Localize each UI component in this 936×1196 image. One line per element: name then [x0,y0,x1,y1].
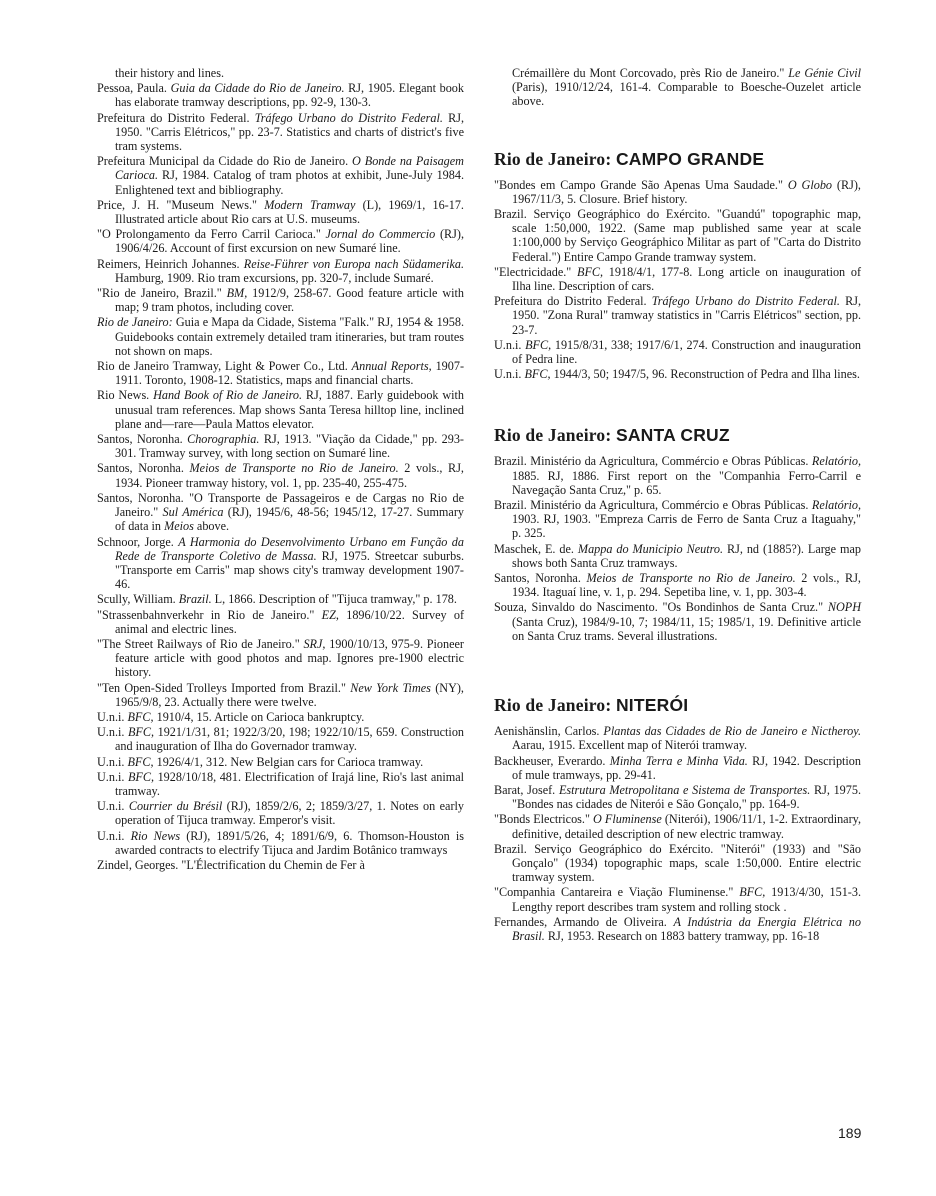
bibliography-entry: "The Street Railways of Rio de Janeiro." SRJ, 1900/10/13, 975-9. Pioneer feature article with good photos and map. Ignores pre-1900 electric history. [97,636,464,680]
bibliography-entry: U.n.i. BFC, 1926/4/1, 312. New Belgian cars for Carioca tramway. [97,754,424,769]
bibliography-entry: Santos, Noronha. Meios de Transporte no Rio de Janeiro. 2 vols., RJ, 1934. Pioneer tramway history, vol. 1, pp. 235-40, 255-475. [97,461,464,490]
bibliography-entry: Brazil. Ministério da Agricultura, Commércio e Obras Públicas. Relatório, 1885. RJ, 1886. First report on the "Companhia Ferro-Carril e Navegação Santa Cruz," p. 65. [494,454,861,497]
bibliography-entry: Rio de Janeiro Tramway, Light & Power Co., Ltd. Annual Reports, 1907-1911. Toronto, 1908-12. Statistics, maps and financial charts. [97,359,464,388]
bibliography-entry: "Rio de Janeiro, Brazil." BM, 1912/9, 258-67. Good feature article with map; 9 tram photos, including cover. [97,286,464,315]
bibliography-entry: Barat, Josef. Estrutura Metropolitana e Sistema de Transportes. RJ, 1975. "Bondes nas cidades de Niterói e São Gonçalo," pp. 164-9. [494,782,861,812]
bibliography-entry: Reimers, Heinrich Johannes. Reise-Führer von Europa nach Südamerika. Hamburg, 1909. Rio tram excursions, pp. 320-7, include Sumaré. [97,256,464,285]
bibliography-entry: Santos, Noronha. Chorographia. RJ, 1913. "Viação da Cidade," pp. 293-301. Tramway survey, with long section on Sumaré line. [97,432,464,461]
section-niteroi [494,695,861,943]
continued-entry-block [494,66,861,109]
bibliography-entry: U.n.i. BFC, 1921/1/31, 81; 1922/3/20, 198; 1922/10/15, 659. Construction and inauguration of Ilha do Governador tramway. [97,725,465,754]
bibliography-entry: Maschek, E. de. Mappa do Municipio Neutro. RJ, nd (1885?). Large map shows both Santa Cruz tramways. [494,541,861,570]
bibliography-entry: "Bonds Electricos." O Fluminense (Niterói), 1906/11/1, 1-2. Extraordinary, definitive, detailed description of new electric tramway. [494,812,861,841]
bibliography-entry: Aenishänslin, Carlos. Plantas das Cidades de Rio de Janeiro e Nictheroy. Aarau, 1915. Excellent map of Niterói tramway. [494,724,861,753]
bibliography-entry: Santos, Noronha. "O Transporte de Passageiros e de Cargas no Rio de Janeiro." Sul América (RJ), 1945/6, 48-56; 1945/12, 17-27. Summary of data in Meios above. [97,490,464,534]
bibliography-entry: "Bondes em Campo Grande São Apenas Uma Saudade." O Globo (RJ), 1967/11/3, 5. Closure. Brief history. [494,177,861,206]
section-campo-grande [494,149,861,382]
bibliography-entry: Price, J. H. "Museum News." Modern Tramway (L), 1969/1, 16-17. Illustrated article about Rio cars at U.S. museums. [97,197,464,227]
section-heading: Rio de Janeiro: CAMPO GRANDE [494,148,765,169]
left-column [97,66,464,873]
bibliography-entry: Prefeitura Municipal da Cidade do Rio de Janeiro. O Bonde na Paisagem Carioca. RJ, 1984. Catalog of tram photos at exhibit, June-July 1984. Enlightened text and bibliography. [97,154,464,197]
bibliography-entry: "Companhia Cantareira e Viação Fluminense." BFC, 1913/4/30, 151-3. Lengthy report describes tram system and rolling stock . [494,885,861,914]
bibliography-entry: Prefeitura do Distrito Federal. Tráfego Urbano do Distrito Federal. RJ, 1950. "Zona Rural" tramway statistics in "Carris Elétricos" section, pp. 23-7. [494,294,861,337]
bibliography-entry: Prefeitura do Distrito Federal. Tráfego Urbano do Distrito Federal. RJ, 1950. "Carris Elétricos," pp. 23-7. Statistics and charts of district's five tram systems. [97,110,464,154]
page-number: 189 [838,1125,862,1141]
bibliography-entry: Crémaillère du Mont Corcovado, près Rio de Janeiro." Le Génie Civil (Paris), 1910/12/24, 161-4. Comparable to Boesche-Ouzelet article above. [512,66,861,109]
bibliography-entry: "Ten Open-Sided Trolleys Imported from Brazil." New York Times (NY), 1965/9/8, 23. Actually there were twelve. [97,680,464,709]
bibliography-entry: Rio News. Hand Book of Rio de Janeiro. RJ, 1887. Early guidebook with unusual tram references. Map shows Santa Teresa hilltop line, inclined plane and—rare—Paula Mattos elevator. [97,388,464,431]
bibliography-entry: Brazil. Serviço Geográphico do Exército. "Niterói" (1933) and "São Gonçalo" (1934) topographic maps, scale 1:50,000. Entire electric tramway system. [494,841,861,885]
bibliography-entry: "O Prolongamento da Ferro Carril Carioca." Jornal do Commercio (RJ), 1906/4/26. Account of first excursion on new Sumaré line. [97,227,464,256]
right-column [494,66,861,944]
bibliography-entry: Souza, Sinvaldo do Nascimento. "Os Bondinhos de Santa Cruz." NOPH (Santa Cruz), 1984/9-10, 7; 1984/11, 15; 1985/1, 19. Definitive article on Santa Cruz trams. Several illustrations. [494,600,861,643]
bibliography-entry: Santos, Noronha. Meios de Transporte no Rio de Janeiro. 2 vols., RJ, 1934. Itaguaí line, v. 1, p. 294. Sepetiba line, v. 1, pp. 303-4. [494,571,861,600]
bibliography-entry: Brazil. Serviço Geográphico do Exército. "Guandú" topographic map, scale 1:50,000, 1922. (Same map published same year at scale 1:100,000 by Serviço Geográphico Militar as part of "Carta do Distrito Federal.") Entire Campo Grande tramway system. [494,207,861,264]
bibliography-entry: "Strassenbahnverkehr in Rio de Janeiro." EZ, 1896/10/22. Survey of animal and electric lines. [97,607,465,636]
section-santa-cruz [494,425,861,643]
bibliography-entry: their history and lines. [115,66,224,80]
bibliography-entry: Rio de Janeiro: Guia e Mapa da Cidade, Sistema "Falk." RJ, 1954 & 1958. Guidebooks contain extremely detailed tram itineraries, but tram routes not shown on maps. [97,315,465,358]
bibliography-entry: U.n.i. BFC, 1944/3, 50; 1947/5, 96. Reconstruction of Pedra and Ilha lines. [494,367,860,382]
bibliography-entry: U.n.i. BFC, 1910/4, 15. Article on Carioca bankruptcy. [97,709,365,724]
bibliography-entry: U.n.i. BFC, 1915/8/31, 338; 1917/6/1, 274. Construction and inauguration of Pedra line. [494,337,862,367]
bibliography-entry: "Electricidade." BFC, 1918/4/1, 177-8. Long article on inauguration of Ilha line. Description of cars. [494,264,861,294]
bibliography-entry: Zindel, Georges. "L'Électrification du Chemin de Fer à [97,857,365,872]
bibliography-entry: Scully, William. Brazil. L, 1866. Description of "Tijuca tramway," p. 178. [97,592,457,607]
bibliography-entry: U.n.i. BFC, 1928/10/18, 481. Electrification of Irajá line, Rio's last animal tramway. [97,769,464,798]
bibliography-entry: Brazil. Ministério da Agricultura, Commércio e Obras Públicas. Relatório, 1903. RJ, 1903. "Empreza Carris de Ferro de Santa Cruz a Itaguahy," p. 325. [494,498,861,541]
bibliography-entry: Backheuser, Everardo. Minha Terra e Minha Vida. RJ, 1942. Description of mule tramways, pp. 29-41. [494,753,861,782]
section-heading: Rio de Janeiro: NITERÓI [494,695,689,716]
bibliography-entry: U.n.i. Rio News (RJ), 1891/5/26, 4; 1891/6/9, 6. Thomson-Houston is awarded contracts to electrify Tijuca and Jardim Botânico tramways [97,828,464,857]
bibliography-entry: Pessoa, Paula. Guia da Cidade do Rio de Janeiro. RJ, 1905. Elegant book has elaborate tramway descriptions, pp. 92-9, 130-3. [97,81,464,110]
bibliography-entry: U.n.i. Courrier du Brésil (RJ), 1859/2/6, 2; 1859/3/27, 1. Notes on early operation of Tijuca tramway. Emperor's visit. [97,799,464,828]
bibliography-entry: Schnoor, Jorge. A Harmonia do Desenvolvimento Urbano em Função da Rede de Transporte Coletivo de Massa. RJ, 1975. Streetcar suburbs. "Transporte em Carris" map shows city's tramway development 1907-46. [97,534,464,592]
section-heading: Rio de Janeiro: SANTA CRUZ [494,425,730,446]
bibliography-entry: Fernandes, Armando de Oliveira. A Indústria da Energia Elétrica no Brasil. RJ, 1953. Research on 1883 battery tramway, pp. 16-18 [494,914,861,943]
